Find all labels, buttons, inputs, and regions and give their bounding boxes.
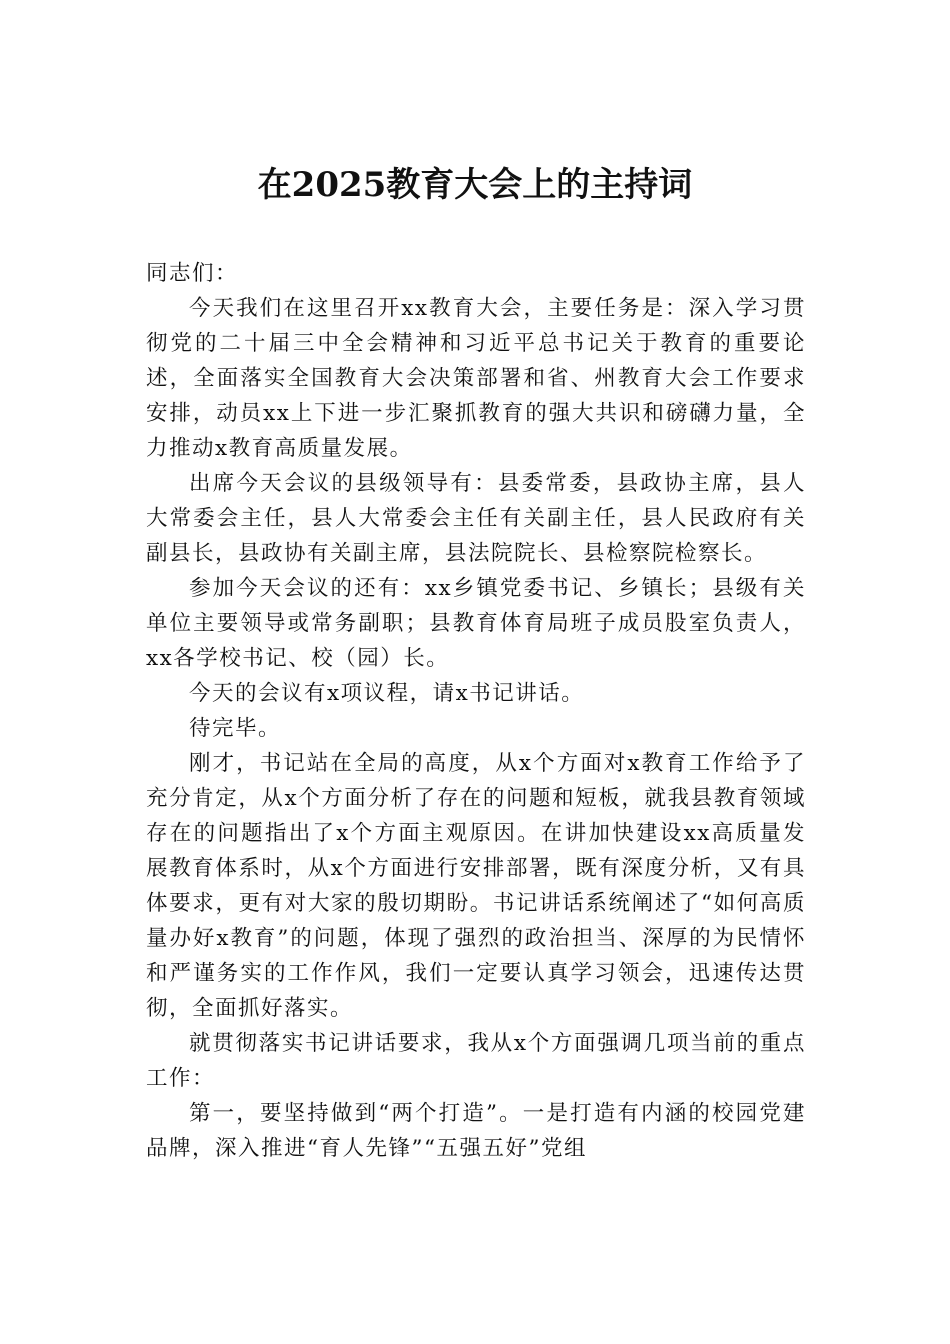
document-body: [146, 256, 806, 1166]
paragraph-agenda: 今天的会议有x项议程，请x书记讲话。: [189, 681, 585, 706]
paragraph-pause: 待完毕。: [189, 716, 282, 741]
paragraph-key-tasks-intro: 就贯彻落实书记讲话要求，我从x个方面强调几项当前的重点工作：: [146, 1031, 806, 1091]
document-title: 在2025教育大会上的主持词: [257, 165, 693, 205]
paragraph-meeting-purpose: 今天我们在这里召开xx教育大会，主要任务是：深入学习贯彻党的二十届三中全会精神和习近平总书记关于教育的重要论述，全面落实全国教育大会决策部署和省、州教育大会工作要求安排，动员xx上下进一步汇聚抓教育的强大共识和磅礴力量，全力推动x教育高质量发展。: [146, 296, 806, 461]
paragraph-first-task: 第一，要坚持做到“两个打造”。一是打造有内涵的校园党建品牌，深入推进“育人先锋”“五强五好”党组: [146, 1101, 806, 1161]
paragraph-speech-summary: 刚才，书记站在全局的高度，从x个方面对x教育工作给予了充分肯定，从x个方面分析了存在的问题和短板，就我县教育领域存在的问题指出了x个方面主观原因。在讲加快建设xx高质量发展教育体系时，从x个方面进行安排部署，既有深度分析，又有具体要求，更有对大家的殷切期盼。书记讲话系统阐述了“如何高质量办好x教育”的问题，体现了强烈的政治担当、深厚的为民情怀和严谨务实的工作作风，我们一定要认真学习领会，迅速传达贯彻，全面抓好落实。: [146, 751, 806, 1021]
paragraph-attendees: 参加今天会议的还有：xx乡镇党委书记、乡镇长；县级有关单位主要领导或常务副职；县教育体育局班子成员股室负责人，xx各学校书记、校（园）长。: [146, 576, 806, 671]
salutation: 同志们：: [146, 261, 239, 286]
paragraph-county-leaders: 出席今天会议的县级领导有：县委常委，县政协主席，县人大常委会主任，县人大常委会主任有关副主任，县人民政府有关副县长，县政协有关副主席，县法院院长、县检察院检察长。: [146, 471, 806, 566]
